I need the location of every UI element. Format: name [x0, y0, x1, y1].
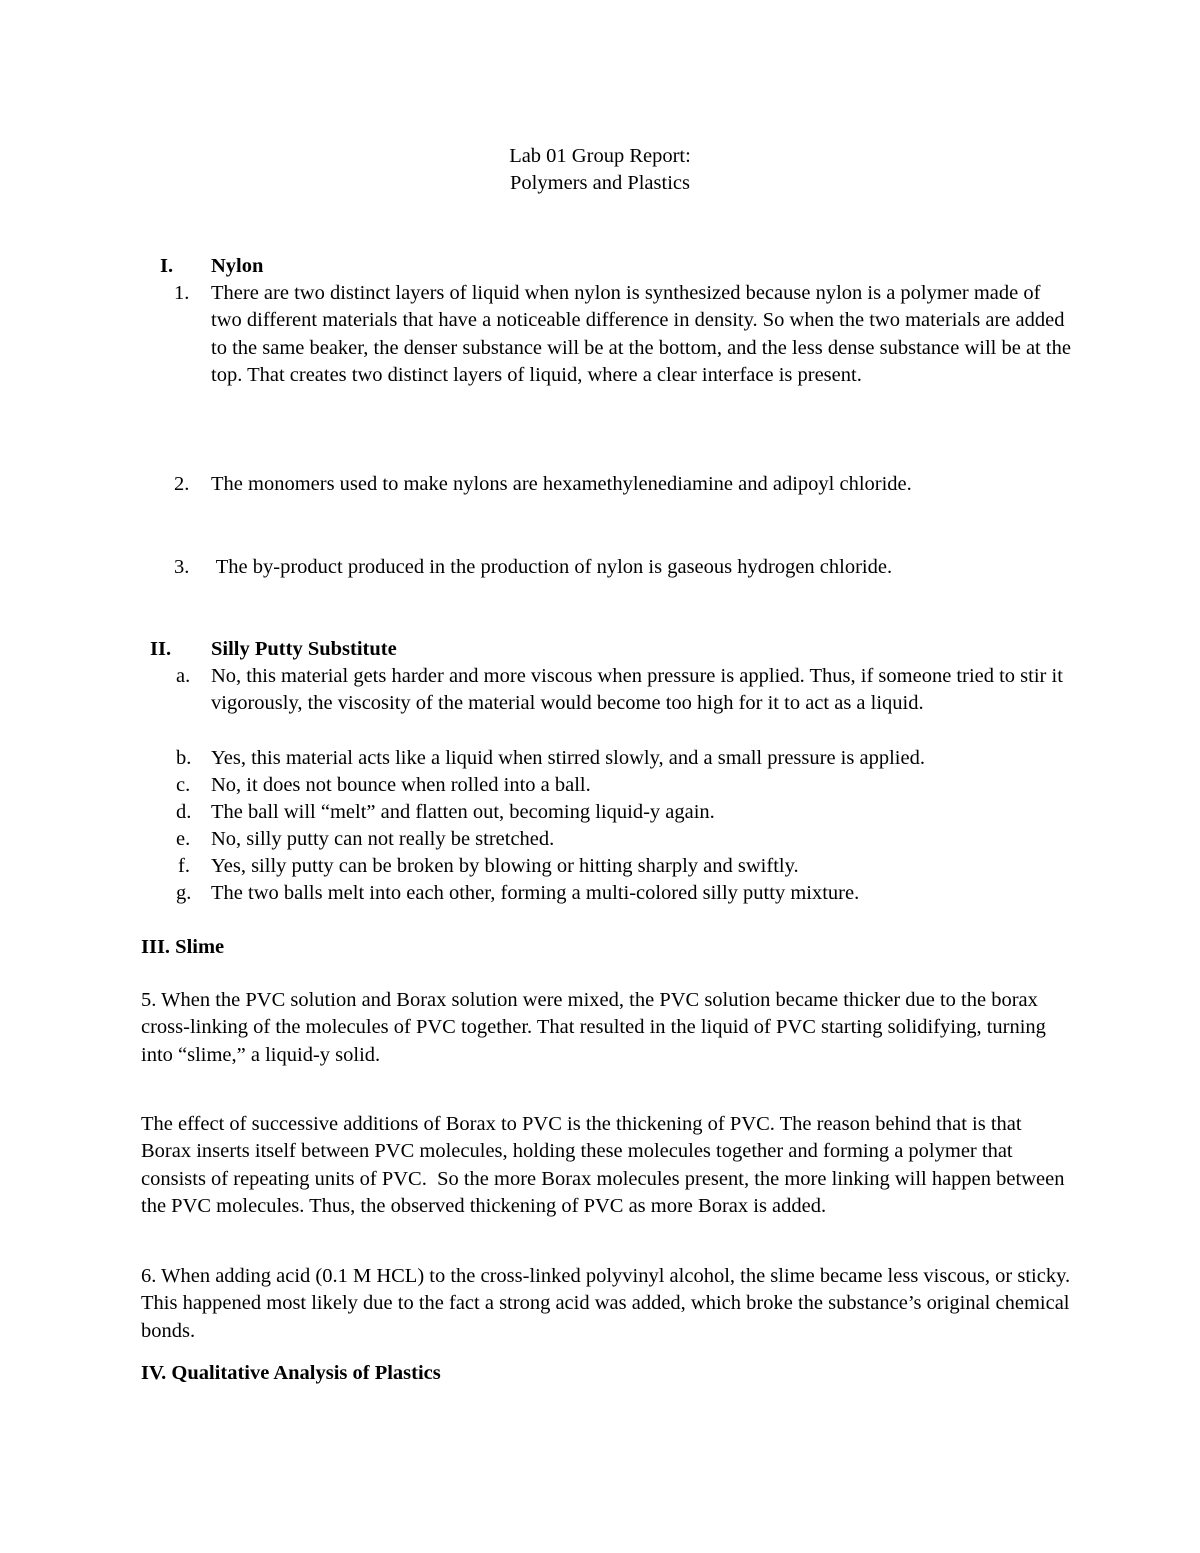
- list-item-label: e.: [176, 828, 191, 850]
- list-item-label: a.: [176, 665, 191, 687]
- list-item-label: 2.: [174, 473, 190, 495]
- list-item-label: c.: [176, 774, 191, 796]
- report-title-line-2: Polymers and Plastics: [510, 172, 690, 194]
- list-item-label: 1.: [174, 282, 190, 304]
- list-item-text: The by-product produced in the production of nylon is gaseous hydrogen chloride.: [211, 556, 893, 578]
- section-numeral: II.: [150, 638, 172, 660]
- section-heading: III. Slime: [141, 936, 225, 958]
- list-item-text: No, silly putty can not really be stretched.: [211, 828, 555, 850]
- section-heading: IV. Qualitative Analysis of Plastics: [141, 1362, 441, 1384]
- list-item-text: The two balls melt into each other, forming a multi-colored silly putty mixture.: [211, 882, 860, 904]
- list-item-label: f.: [178, 855, 190, 877]
- paragraph: 5. When the PVC solution and Borax solution were mixed, the PVC solution became thicker due to the borax cross-linking of the molecules of PVC together. That resulted in the liquid of PVC starting solidifying, turning into “slime,” a liquid-y solid.: [141, 989, 1046, 1066]
- list-item-label: 3.: [174, 556, 190, 578]
- list-item-text: Yes, silly putty can be broken by blowing or hitting sharply and swiftly.: [211, 855, 799, 877]
- list-item-text: There are two distinct layers of liquid when nylon is synthesized because nylon is a polymer made of two different materials that have a noticeable difference in density. So when the two materials are added to the same beaker, the denser substance will be at the bottom, and the less dense substance will be at the top. That creates two distinct layers of liquid, where a clear interface is present.: [211, 282, 1071, 386]
- list-item-text: Yes, this material acts like a liquid when stirred slowly, and a small pressure is applied.: [211, 747, 925, 769]
- list-item-text: The monomers used to make nylons are hexamethylenediamine and adipoyl chloride.: [211, 473, 912, 495]
- list-item-text: The ball will “melt” and flatten out, becoming liquid-y again.: [211, 801, 715, 823]
- paragraph: The effect of successive additions of Borax to PVC is the thickening of PVC. The reason behind that is that Borax inserts itself between PVC molecules, holding these molecules together and forming a polymer that consists of repeating units of PVC. So the more Borax molecules present, the more linking will happen between the PVC molecules. Thus, the observed thickening of PVC as more Borax is added.: [141, 1113, 1070, 1217]
- list-item-label: d.: [176, 801, 192, 823]
- list-item-label: b.: [176, 747, 192, 769]
- section-numeral: I.: [160, 255, 174, 277]
- paragraph: 6. When adding acid (0.1 M HCL) to the cross-linked polyvinyl alcohol, the slime became less viscous, or sticky. This happened most likely due to the fact a strong acid was added, which broke the substance’s original chemical bonds.: [141, 1265, 1071, 1342]
- list-item-text: No, this material gets harder and more viscous when pressure is applied. Thus, if someone tried to stir it vigorously, the viscosity of the material would become too high for it to act as a liquid.: [211, 665, 1063, 715]
- list-item-label: g.: [176, 882, 192, 904]
- section-heading: Silly Putty Substitute: [211, 638, 397, 660]
- report-title-line-1: Lab 01 Group Report:: [509, 145, 691, 167]
- list-item-text: No, it does not bounce when rolled into a ball.: [211, 774, 591, 796]
- section-heading: Nylon: [211, 255, 264, 277]
